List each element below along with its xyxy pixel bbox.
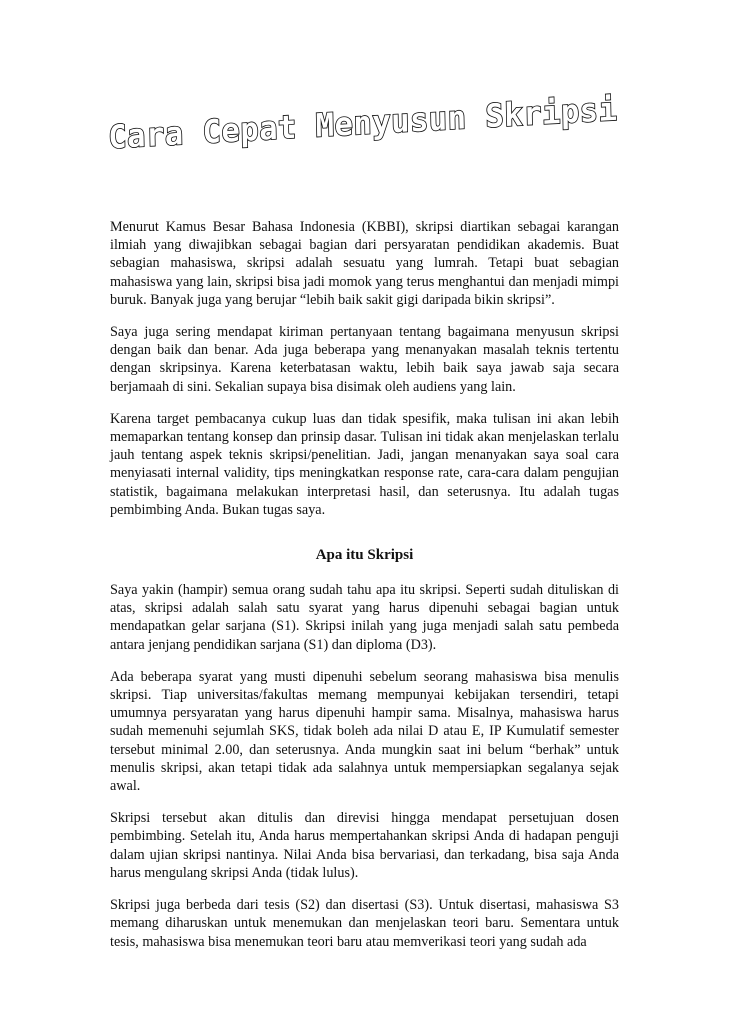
wordart-title-text: Cara Cepat Menyusun Skripsi [107, 88, 642, 157]
section-paragraph-3: Skripsi tersebut akan ditulis dan direvisi hingga mendapat persetujuan dosen pembimbing. Setelah itu, Anda harus mempertahankan skripsi Anda di hadapan penguji dalam ujian skripsi nantinya. Nilai Anda bisa bervariasi, dan terkadang, bisa saja Anda harus mengulang skripsi Anda (tidak lulus). [110, 810, 619, 881]
document-title [107, 86, 642, 157]
section-heading: Apa itu Skripsi [315, 547, 414, 564]
section-paragraph-4: Skripsi juga berbeda dari tesis (S2) dan disertasi (S3). Untuk disertasi, mahasiswa S3 memang diharuskan untuk menemukan dan menjelaskan teori baru. Sementara untuk tesis, mahasiswa bisa menemukan teori baru atau memverikasi teori yang sudah ada [110, 897, 619, 950]
section-paragraph-2: Ada beberapa syarat yang musti dipenuhi sebelum seorang mahasiswa bisa menulis skripsi. Tiap universitas/fakultas memang mempunyai kebijakan tersendiri, tetapi umumnya persyaratan yang harus dipenuhi hampir sama. Misalnya, mahasiswa harus sudah memenuhi sejumlah SKS, tidak boleh ada nilai D atau E, IP Kumulatif semester tersebut minimal 2.00, dan seterusnya. Anda mungkin saat ini belum “berhak” untuk menulis skripsi, akan tetapi tidak ada salahnya untuk mempersiapkan segalanya sejak awal. [110, 668, 619, 795]
document-body [110, 218, 619, 965]
intro-paragraph-2: Saya juga sering mendapat kiriman pertanyaan tentang bagaimana menyusun skripsi dengan baik dan benar. Ada juga beberapa yang menanyakan masalah teknis tertentu dengan skripsinya. Karena keterbatasan waktu, lebih baik saya jawab saja secara berjamaah di sini. Sekalian supaya bisa disimak oleh audiens yang lain. [110, 324, 619, 395]
intro-paragraph-1: Menurut Kamus Besar Bahasa Indonesia (KBBI), skripsi diartikan sebagai karangan ilmiah yang diwajibkan sebagai bagian dari persyaratan pendidikan akademis. Buat sebagian mahasiswa, skripsi adalah sesuatu yang lumrah. Tetapi buat sebagian mahasiswa yang lain, skripsi bisa jadi momok yang terus menghantui dan menjadi mimpi buruk. Banyak juga yang berujar “lebih baik sakit gigi daripada bikin skripsi”. [110, 219, 619, 308]
wordart-title-graphic [107, 86, 642, 157]
section-paragraph-1: Saya yakin (hampir) semua orang sudah tahu apa itu skripsi. Seperti sudah dituliskan di atas, skripsi adalah salah satu syarat yang harus dipenuhi sebagai bagian untuk mendapatkan gelar sarjana (S1). Skripsi inilah yang juga menjadi salah satu pembeda antara jenjang pendidikan sarjana (S1) dan diploma (D3). [110, 582, 619, 653]
intro-paragraph-3: Karena target pembacanya cukup luas dan tidak spesifik, maka tulisan ini akan lebih memaparkan tentang konsep dan prinsip dasar. Tulisan ini tidak akan menjelaskan terlalu jauh tentang aspek teknis skripsi/penelitian. Jadi, jangan menanyakan saya soal cara menyiasati internal validity, tips meningkatkan response rate, cara-cara dalam pengujian statistik, bagaimana melakukan interpretasi hasil, dan seterusnya. Itu adalah tugas pembimbing Anda. Bukan tugas saya. [110, 410, 619, 518]
